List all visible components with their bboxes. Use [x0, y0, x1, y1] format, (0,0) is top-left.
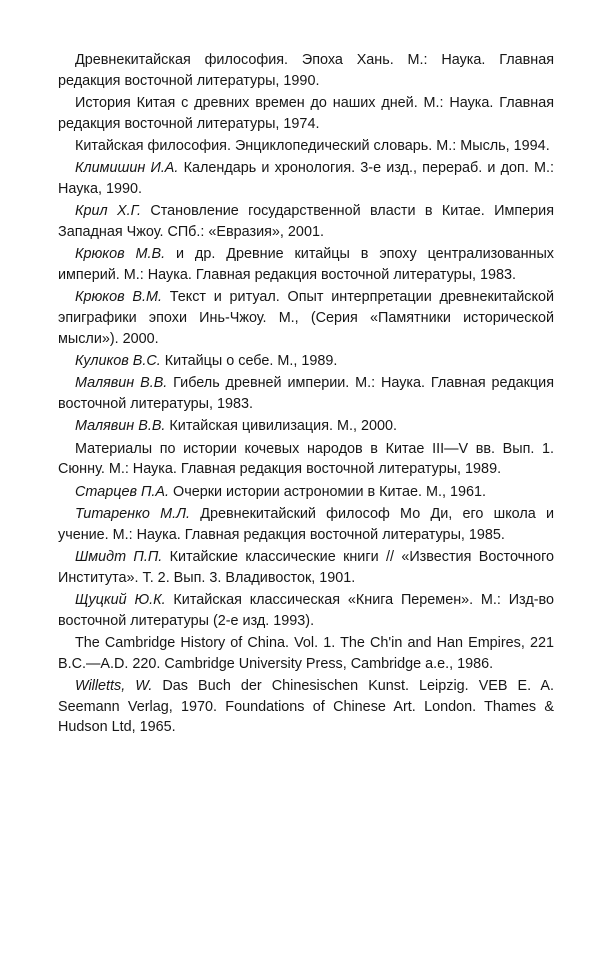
reference-12 — [58, 482, 554, 503]
reference-author: Щуцкий Ю.К. — [75, 592, 166, 608]
reference-text: Китайцы о себе. М., 1989. — [164, 352, 338, 369]
reference-15 — [58, 590, 554, 631]
reference-text: История Китая с древних времен до наших дней. М.: Наука. Главная редакция восточной литературы, 1974. — [58, 94, 554, 132]
reference-11 — [58, 439, 554, 480]
reference-author: Малявин В.В. — [75, 418, 166, 435]
reference-7 — [58, 287, 554, 349]
reference-14 — [58, 547, 554, 588]
reference-5 — [58, 201, 554, 242]
reference-4 — [58, 158, 554, 199]
reference-text: Становление государственной власти в Китае. Империя Западная Чжоу. СПб.: «Евразия», 2001. — [58, 203, 554, 240]
reference-author: Willetts, W. — [75, 677, 153, 694]
bibliography-page — [58, 50, 554, 740]
reference-author: Климишин И.А. — [75, 160, 179, 177]
reference-author: Крюков В.М. — [75, 289, 162, 306]
reference-9 — [58, 373, 554, 414]
reference-text: Китайская классическая «Книга Перемен». М.: Изд-во восточной литературы (2-е изд. 1993). — [58, 592, 554, 629]
reference-text: Текст и ритуал. Опыт интерпретации древнекитайской эпиграфики эпохи Инь-Чжоу. М., (Серия «Памятники исторической мысли»). 2000. — [58, 289, 555, 347]
reference-6 — [58, 244, 554, 285]
reference-text: Древнекитайская философия. Эпоха Хань. М.: Наука. Главная редакция восточной литературы, 1990. — [58, 52, 554, 89]
reference-text: Китайская философия. Энциклопедический словарь. М.: Мысль, 1994. — [75, 137, 550, 154]
reference-author: Старцев П.А. — [75, 483, 169, 500]
reference-author: Крил Х.Г. — [75, 203, 141, 220]
reference-8 — [58, 351, 554, 372]
reference-3 — [58, 136, 554, 157]
reference-text: Материалы по истории кочевых народов в Китае III—V вв. Вып. 1. Сюнну. М.: Наука. Главная редакция восточной литературы, 1989. — [58, 440, 554, 478]
reference-text: The Cambridge History of China. Vol. 1. The Ch'in and Han Empires, 221 B.C.—A.D. 220. Cambridge University Press, Cambridge a.e., 1986. — [58, 634, 554, 672]
reference-text: Das Buch der Chinesischen Kunst. Leipzig. VEB E. A. Seemann Verlag, 1970. Foundations of Chinese Art. London. Thames & Hudson Ltd, 1965. — [58, 677, 554, 736]
reference-text: Очерки истории астрономии в Китае. М., 1961. — [173, 483, 486, 500]
reference-10 — [58, 416, 554, 437]
reference-author: Куликов В.С. — [75, 352, 161, 369]
reference-16 — [58, 633, 554, 674]
reference-13 — [58, 504, 554, 545]
reference-author: Малявин В.В. — [75, 375, 168, 392]
reference-text: Китайская цивилизация. М., 2000. — [169, 418, 397, 435]
reference-text: Гибель древней империи. М.: Наука. Главная редакция восточной литературы, 1983. — [58, 375, 555, 412]
reference-2 — [58, 93, 554, 134]
reference-author: Крюков М.В. — [75, 246, 166, 263]
reference-author: Шмидт П.П. — [75, 549, 163, 566]
reference-text: и др. Древние китайцы в эпоху централизованных империй. М.: Наука. Главная редакция восточной литературы, 1983. — [58, 246, 555, 283]
reference-17 — [58, 676, 554, 738]
reference-text: Древнекитайский философ Мо Ди, его школа и учение. М.: Наука. Главная редакция восточной литературы, 1985. — [58, 506, 555, 543]
reference-author: Титаренко М.Л. — [75, 506, 190, 523]
reference-text: Китайские классические книги // «Известия Восточного Института». Т. 2. Вып. 3. Владивосток, 1901. — [58, 549, 555, 586]
reference-text: Календарь и хронология. 3-е изд., перераб. и доп. М.: Наука, 1990. — [58, 160, 554, 197]
reference-1 — [58, 50, 554, 91]
